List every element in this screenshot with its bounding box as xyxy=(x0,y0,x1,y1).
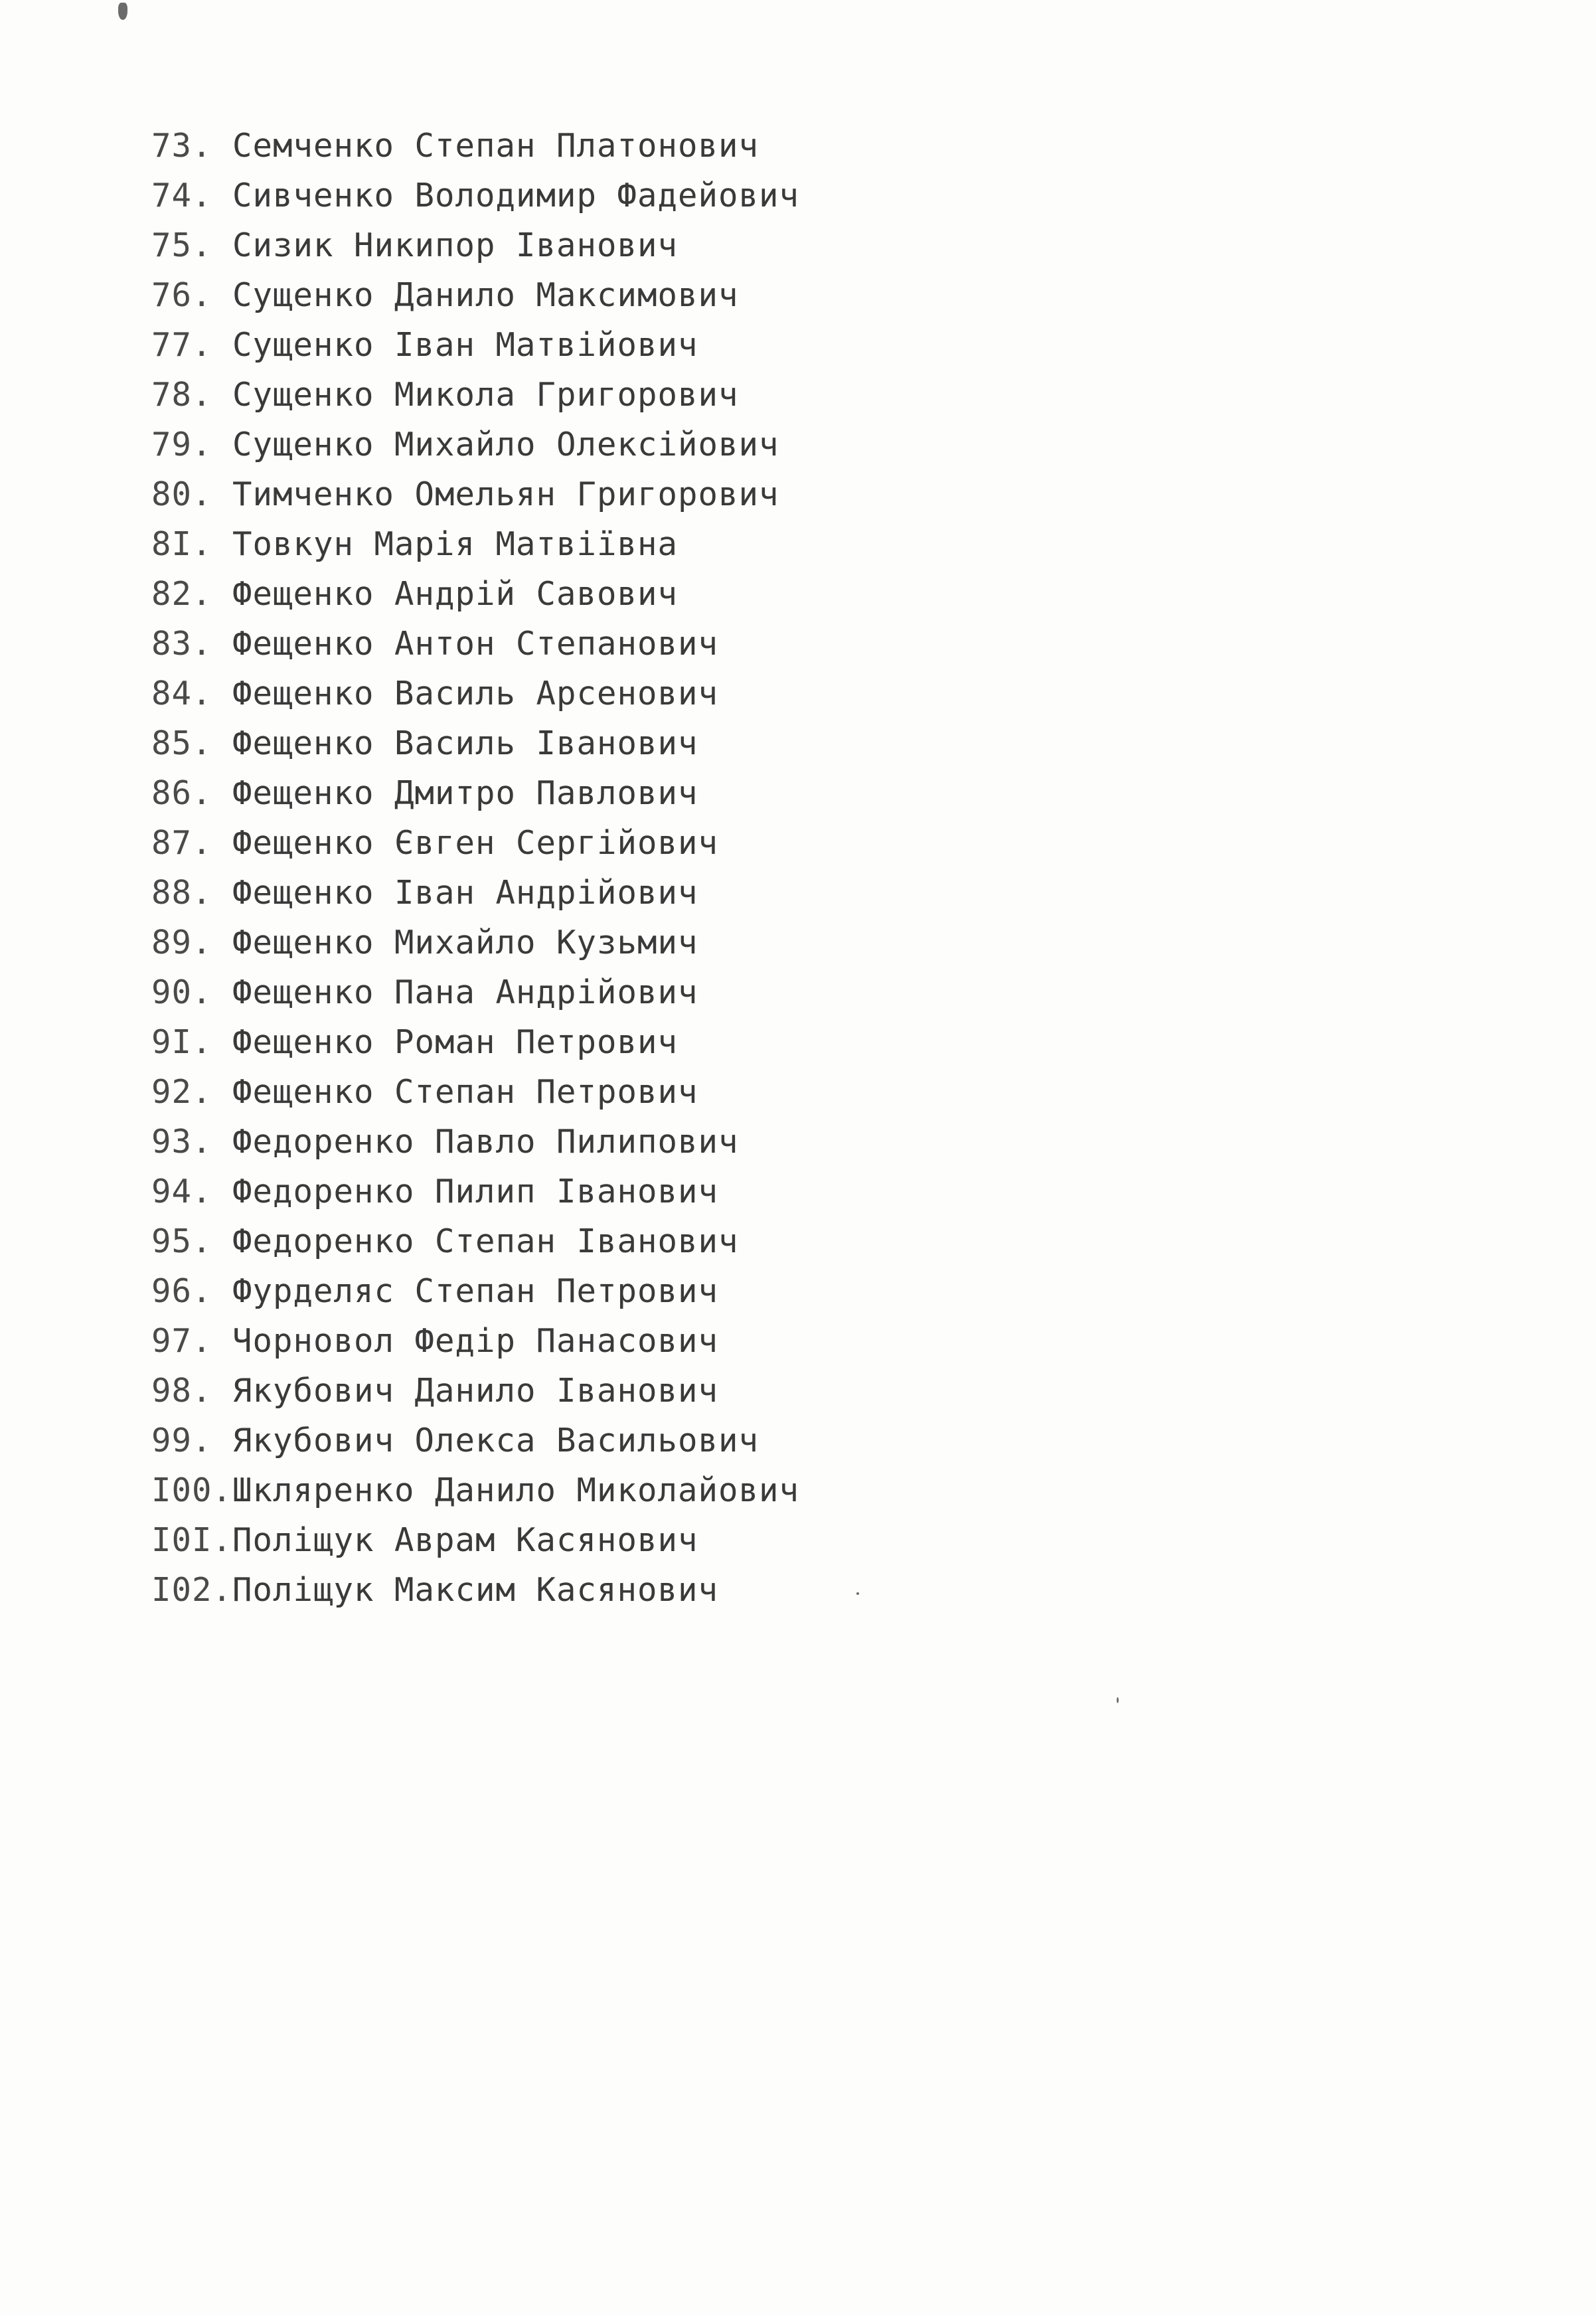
entry-number: 9I. xyxy=(151,1023,212,1061)
entry-name: Сущенко Михайло Олексійович xyxy=(232,426,779,463)
entry-number: 82. xyxy=(151,575,212,613)
list-item xyxy=(151,1465,799,1515)
entry-name: Фещенко Михайло Кузьмич xyxy=(232,924,698,961)
entry-number: 8I. xyxy=(151,525,212,563)
entry-name: Фещенко Євген Сергійович xyxy=(232,824,719,862)
entry-number: 85. xyxy=(151,724,212,762)
entry-number: I02. xyxy=(151,1571,233,1609)
entry-name: Семченко Степан Платонович xyxy=(232,127,759,165)
entry-name: Фещенко Василь Іванович xyxy=(232,724,698,762)
entry-name: Фещенко Роман Петрович xyxy=(232,1023,678,1061)
entry-number: 89. xyxy=(151,924,212,961)
list-item xyxy=(151,1266,799,1316)
list-item xyxy=(151,121,799,171)
list-item xyxy=(151,1017,799,1067)
list-item xyxy=(151,420,799,469)
list-item xyxy=(151,768,799,818)
entry-name: Федоренко Павло Пилипович xyxy=(232,1123,739,1161)
entry-number: 77. xyxy=(151,326,212,364)
entry-number: 87. xyxy=(151,824,212,862)
list-item xyxy=(151,718,799,768)
entry-number: 83. xyxy=(151,625,212,663)
entry-name: Якубович Данило Іванович xyxy=(232,1372,719,1410)
list-item xyxy=(151,1416,799,1465)
entry-name: Фещенко Андрій Савович xyxy=(232,575,678,613)
entry-name: Федоренко Пилип Іванович xyxy=(232,1173,719,1210)
entry-name: Товкун Марія Матвіївна xyxy=(232,525,678,563)
list-item xyxy=(151,1067,799,1117)
list-item xyxy=(151,967,799,1017)
list-item xyxy=(151,1117,799,1167)
list-item xyxy=(151,1366,799,1416)
entry-number: 84. xyxy=(151,675,212,712)
entry-number: 79. xyxy=(151,426,212,463)
entry-number: 88. xyxy=(151,874,212,912)
entry-number: 86. xyxy=(151,774,212,812)
entry-number: 97. xyxy=(151,1322,212,1360)
entry-name: Сущенко Данило Максимович xyxy=(232,276,739,314)
entry-number: 80. xyxy=(151,475,212,513)
entry-number: 78. xyxy=(151,376,212,414)
entry-name: Шкляренко Данило Миколайович xyxy=(232,1471,800,1509)
list-item xyxy=(151,619,799,669)
entry-number: 75. xyxy=(151,226,212,264)
entry-number: I0I. xyxy=(151,1521,233,1559)
entry-name: Поліщук Максим Касянович xyxy=(232,1571,719,1609)
list-item xyxy=(151,1316,799,1366)
entry-name: Фещенко Пана Андрійович xyxy=(232,973,698,1011)
list-item xyxy=(151,519,799,569)
entry-name: Якубович Олекса Васильович xyxy=(232,1422,759,1459)
ink-mark xyxy=(118,3,127,20)
list-item xyxy=(151,320,799,370)
entry-name: Фещенко Антон Степанович xyxy=(232,625,719,663)
entry-number: 98. xyxy=(151,1372,212,1410)
entry-number: 74. xyxy=(151,177,212,214)
entry-name: Чорновол Федір Панасович xyxy=(232,1322,719,1360)
list-item xyxy=(151,1515,799,1565)
list-item xyxy=(151,918,799,967)
entry-name: Поліщук Аврам Касянович xyxy=(232,1521,698,1559)
entry-name: Фещенко Степан Петрович xyxy=(232,1073,698,1111)
list-item xyxy=(151,569,799,619)
entry-number: 95. xyxy=(151,1222,212,1260)
entry-number: 96. xyxy=(151,1272,212,1310)
entry-name: Фещенко Василь Арсенович xyxy=(232,675,719,712)
ink-dot xyxy=(1117,1697,1119,1703)
name-list xyxy=(151,121,799,1615)
entry-number: 76. xyxy=(151,276,212,314)
entry-name: Сизик Никипор Іванович xyxy=(232,226,678,264)
list-item xyxy=(151,1167,799,1216)
entry-number: 94. xyxy=(151,1173,212,1210)
list-item xyxy=(151,469,799,519)
list-item xyxy=(151,270,799,320)
entry-name: Фещенко Дмитро Павлович xyxy=(232,774,698,812)
entry-number: 99. xyxy=(151,1422,212,1459)
list-item xyxy=(151,171,799,220)
list-item xyxy=(151,220,799,270)
entry-number: I00. xyxy=(151,1471,233,1509)
entry-number: 90. xyxy=(151,973,212,1011)
entry-name: Сущенко Микола Григорович xyxy=(232,376,739,414)
entry-number: 93. xyxy=(151,1123,212,1161)
list-item xyxy=(151,1216,799,1266)
entry-name: Фурделяс Степан Петрович xyxy=(232,1272,719,1310)
list-item xyxy=(151,818,799,868)
list-item xyxy=(151,669,799,718)
entry-name: Тимченко Омельян Григорович xyxy=(232,475,779,513)
entry-number: 92. xyxy=(151,1073,212,1111)
entry-number: 73. xyxy=(151,127,212,165)
ink-dot xyxy=(856,1592,859,1595)
entry-name: Сивченко Володимир Фадейович xyxy=(232,177,800,214)
list-item xyxy=(151,868,799,918)
entry-name: Сущенко Іван Матвійович xyxy=(232,326,698,364)
list-item xyxy=(151,370,799,420)
entry-name: Федоренко Степан Іванович xyxy=(232,1222,739,1260)
list-item xyxy=(151,1565,799,1615)
entry-name: Фещенко Іван Андрійович xyxy=(232,874,698,912)
